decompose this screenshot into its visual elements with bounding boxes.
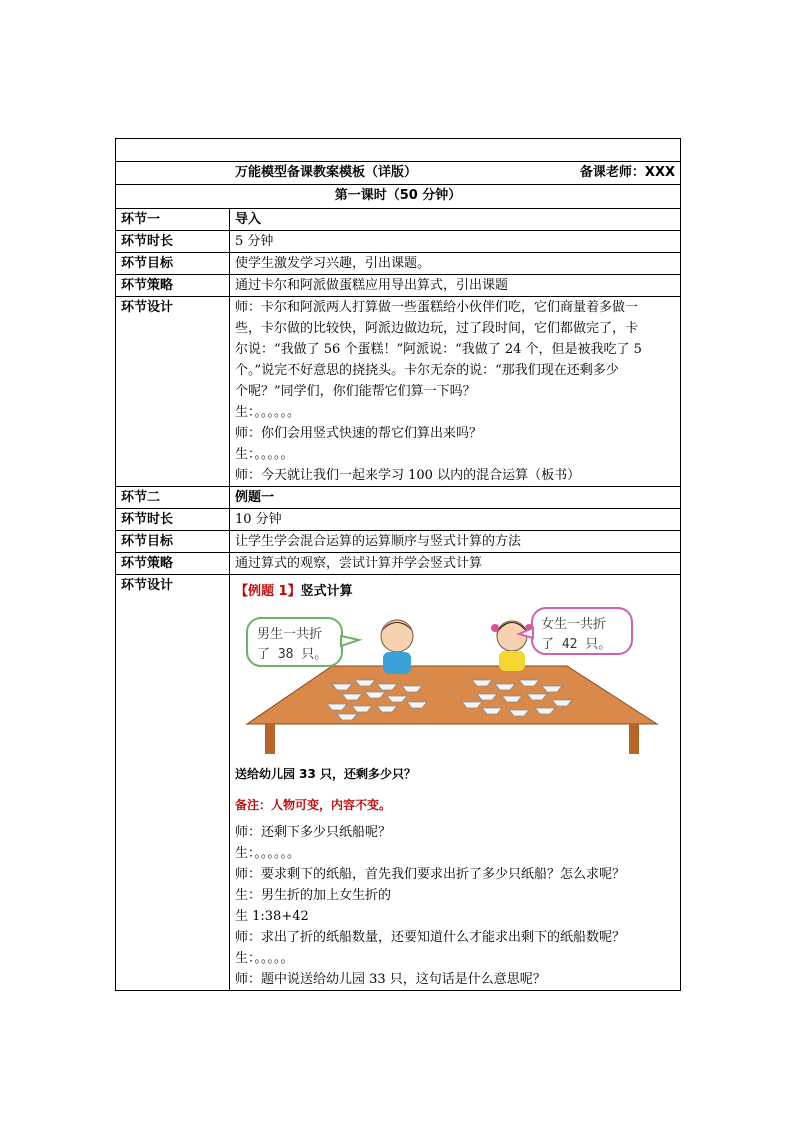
stage-row <box>116 209 681 231</box>
lesson-title: 第一课时（50 分钟） <box>116 185 681 209</box>
table-top <box>247 666 657 724</box>
blank-row <box>116 139 681 162</box>
stage-row <box>116 487 681 509</box>
example-title: 竖式计算 <box>300 584 353 599</box>
design-line: 生 1:38+42 <box>235 909 309 924</box>
design-line: 师：要求剩下的纸船，首先我们要求出折了多少只纸船？怎么求呢？ <box>235 867 626 882</box>
example-tag: 【例题 1】 <box>235 584 301 599</box>
design-line: 尔说：“我做了 56 个蛋糕！”阿派说：“我做了 24 个，但是被我吃了 5 <box>235 342 642 357</box>
note-text: 备注：人物可变，内容不变。 <box>235 798 392 812</box>
design-line: 生：男生折的加上女生折的 <box>235 888 392 903</box>
duration-value: 10 分钟 <box>230 509 681 531</box>
strategy-value: 通过算式的观察，尝试计算并学会竖式计算 <box>230 553 681 575</box>
stage-value: 导入 <box>230 209 681 231</box>
design-line: 师：求出了折的纸船数量，还要知道什么才能求出剩下的纸船数呢？ <box>235 930 626 945</box>
design-line: 些，卡尔做的比较快，阿派边做边玩，过了段时间，它们都做完了，卡 <box>235 321 639 336</box>
strategy-label: 环节策略 <box>116 275 230 297</box>
goal-row <box>116 531 681 553</box>
design-line: 师：卡尔和阿派两人打算做一些蛋糕给小伙伴们吃，它们商量着多做一 <box>235 300 639 315</box>
design-line: 个呢？”同学们，你们能帮它们算一下吗？ <box>235 384 476 399</box>
goal-label: 环节目标 <box>116 531 230 553</box>
boy-figure <box>381 620 413 674</box>
design-line: 生：。。。。。。 <box>235 846 301 861</box>
example-heading <box>235 581 675 602</box>
duration-label: 环节时长 <box>116 231 230 253</box>
design-line: 生：。。。。。 <box>235 951 294 966</box>
document-title: 万能模型备课教案模板（详版） <box>235 165 418 180</box>
lesson-title-row <box>116 185 681 209</box>
duration-value: 5 分钟 <box>230 231 681 253</box>
duration-label: 环节时长 <box>116 509 230 531</box>
girl-speech-bubble <box>519 608 632 654</box>
design-label: 环节设计 <box>116 575 230 991</box>
design-label: 环节设计 <box>116 297 230 487</box>
strategy-row <box>116 553 681 575</box>
duration-row <box>116 509 681 531</box>
design-line: 师：还剩下多少只纸船呢？ <box>235 825 392 840</box>
design-content <box>230 575 681 991</box>
table-leg <box>629 724 639 754</box>
stage-label: 环节二 <box>116 487 230 509</box>
goal-label: 环节目标 <box>116 253 230 275</box>
goal-row <box>116 253 681 275</box>
strategy-value: 通过卡尔和阿派做蛋糕应用导出算式，引出课题 <box>230 275 681 297</box>
bubble-boy-line: 男生一共折 <box>257 627 323 642</box>
lesson-plan-page <box>115 138 680 991</box>
strategy-label: 环节策略 <box>116 553 230 575</box>
design-row <box>116 575 681 991</box>
goal-value: 让学生学会混合运算的运算顺序与竖式计算的方法 <box>230 531 681 553</box>
design-line: 师：你们会用竖式快速的帮它们算出来吗？ <box>235 426 483 441</box>
stage-label: 环节一 <box>116 209 230 231</box>
design-line: 生：。。。。。 <box>235 447 294 462</box>
bubble-girl-line: 了 42 只。 <box>541 637 612 652</box>
bubble-girl-line: 女生一共折 <box>541 617 607 632</box>
strategy-row <box>116 275 681 297</box>
design-line: 生：。。。。。。 <box>235 405 301 420</box>
design-line: 个。”说完不好意思的挠挠头。卡尔无奈的说：“那我们现在还剩多少 <box>235 363 619 378</box>
paper-boats-illustration <box>237 606 667 756</box>
lesson-plan-table <box>115 138 681 991</box>
design-row <box>116 297 681 487</box>
teacher-name: 备课老师：XXX <box>579 165 675 180</box>
bubble-boy-line: 了 38 只。 <box>257 647 328 662</box>
design-line: 师：题中说送给幼儿园 33 只，这句话是什么意思呢？ <box>235 972 546 987</box>
word-problem-question: 送给幼儿园 33 只，还剩多少只？ <box>235 767 417 781</box>
table-leg <box>265 724 275 754</box>
goal-value: 使学生激发学习兴趣，引出课题。 <box>230 253 681 275</box>
duration-row <box>116 231 681 253</box>
boy-speech-bubble <box>247 618 359 666</box>
girl-figure <box>491 621 533 671</box>
design-content <box>230 297 681 487</box>
title-row <box>116 162 681 185</box>
stage-value: 例题一 <box>230 487 681 509</box>
design-line: 师：今天就让我们一起来学习 100 以内的混合运算（板书） <box>235 468 581 483</box>
